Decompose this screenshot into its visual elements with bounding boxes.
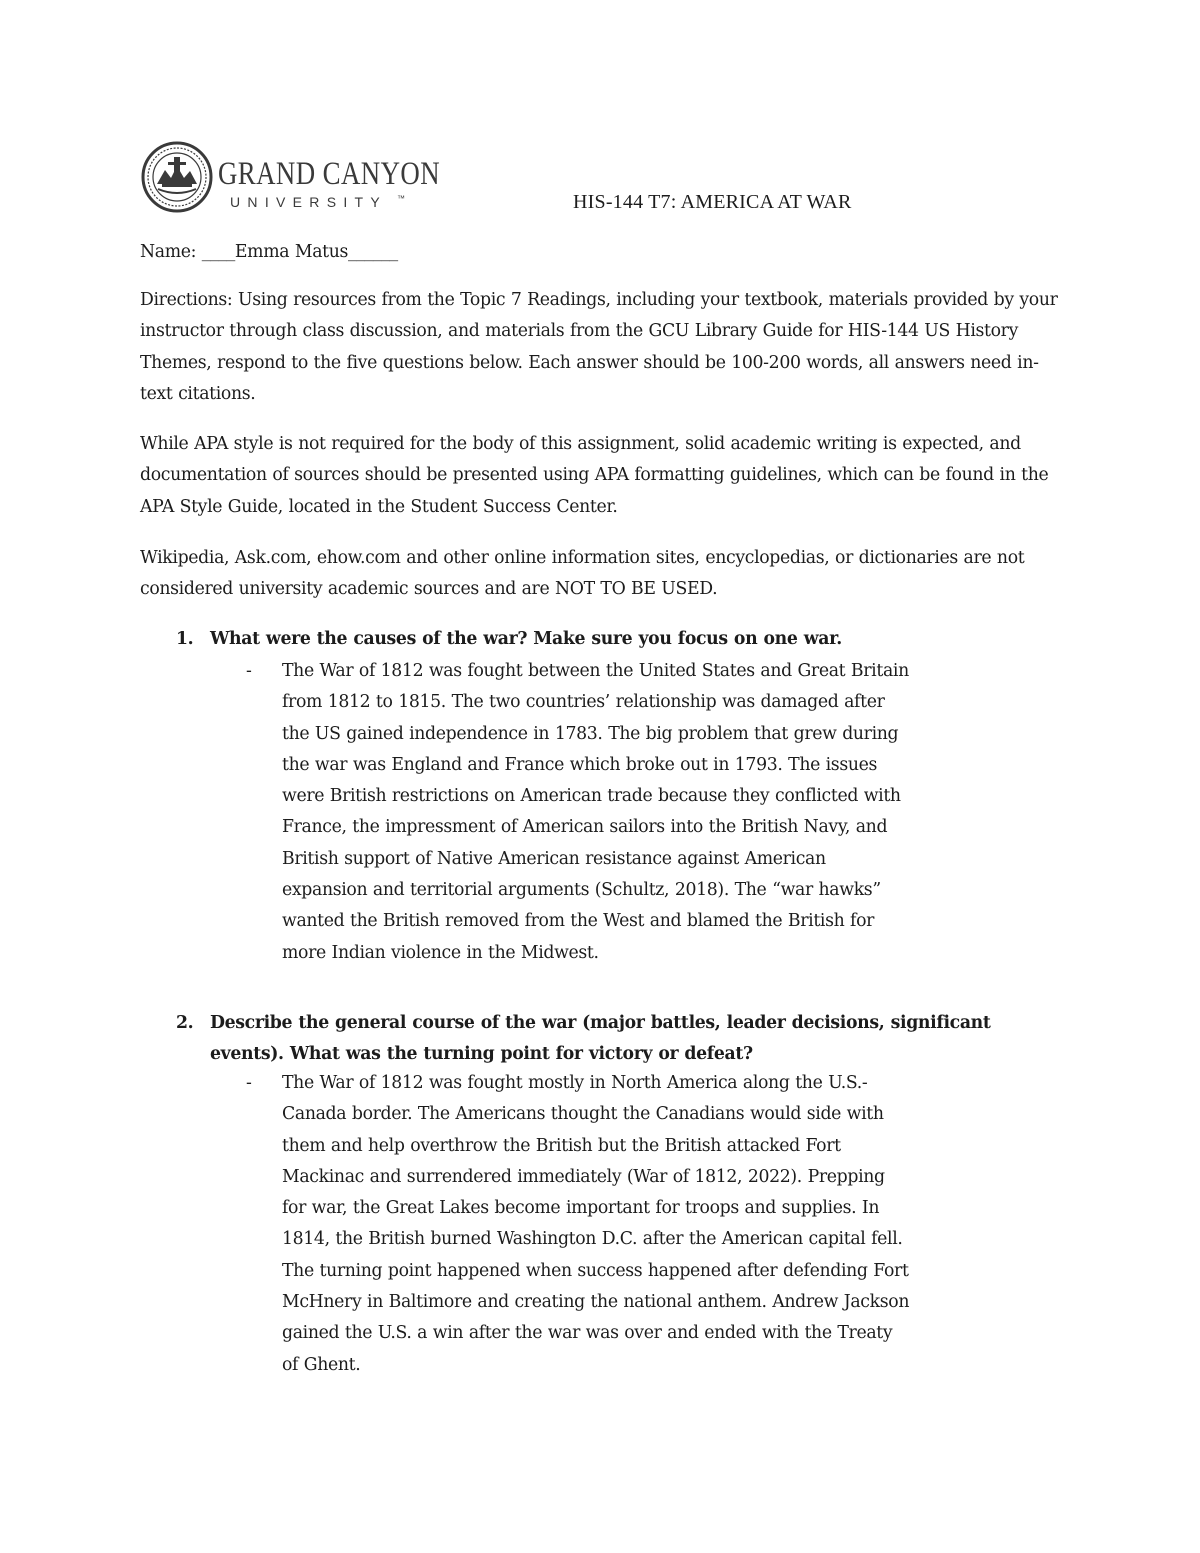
question-number: 1. xyxy=(176,629,194,649)
question-text: What were the causes of the war? Make sure you focus on one war. xyxy=(210,629,842,649)
apa-paragraph: While APA style is not required for the body of this assignment, solid academic writing is expected, and documentation of sources should be presented using APA formatting guidelines, which can be found in the APA Style Guide, located in the Student Success Center. xyxy=(140,434,1049,517)
logo-wordmark: GRAND CANYON xyxy=(218,156,440,192)
question-2 xyxy=(140,1008,1040,1071)
question-text: Describe the general course of the war (major battles, leader decisions, significant events). What was the turning point for victory or defeat? xyxy=(210,1013,991,1065)
university-seal-icon xyxy=(143,143,211,211)
logo-subtitle: UNIVERSITY xyxy=(230,194,388,210)
answer-1 xyxy=(140,656,1040,969)
answer-text: The War of 1812 was fought mostly in North America along the U.S.-Canada border. The Americans thought the Canadians would side with them and help overthrow the British but the British attacked Fort Mackinac and surrendered immediately (War of 1812, 2022). Prepping for war, the Great Lakes become important for troops and supplies. In 1814, the British burned Washington D.C. after the American capital fell. The turning point happened when success happened after defending Fort McHnery in Baltimore and creating the national anthem. Andrew Jackson gained the U.S. a win after the war was over and ended with the Treaty of Ghent. xyxy=(282,1073,910,1375)
bullet-dash: - xyxy=(246,661,252,681)
bullet-dash: - xyxy=(246,1073,252,1093)
directions-paragraph: Directions: Using resources from the Topic 7 Readings, including your textbook, materials provided by your instructor through class discussion, and materials from the GCU Library Guide for HIS-144 US History Themes, respond to the five questions below. Each answer should be 100-200 words, all answers need in-text citations. xyxy=(140,290,1058,404)
answer-text: The War of 1812 was fought between the United States and Great Britain from 1812 to 1815. The two countries’ relationship was damaged after the US gained independence in 1783. The big problem that grew during the war was England and France which broke out in 1793. The issues were British restrictions on American trade because they conflicted with France, the impressment of American sailors into the British Navy, and British support of Native American resistance against American expansion and territorial arguments (Schultz, 2018). The “war hawks” wanted the British removed from the West and blamed the British for more Indian violence in the Midwest. xyxy=(282,661,909,963)
logo-trademark: ™ xyxy=(397,194,405,203)
answer-2 xyxy=(140,1068,1040,1381)
question-number: 2. xyxy=(176,1013,194,1033)
course-title: HIS-144 T7: AMERICA AT WAR xyxy=(573,191,852,213)
question-1 xyxy=(140,624,1040,655)
gcu-logo xyxy=(140,140,450,215)
sources-paragraph: Wikipedia, Ask.com, ehow.com and other online information sites, encyclopedias, or dictionaries are not considered university academic sources and are NOT TO BE USED. xyxy=(140,548,1025,600)
student-name: Name: ____Emma Matus______ xyxy=(140,242,398,262)
